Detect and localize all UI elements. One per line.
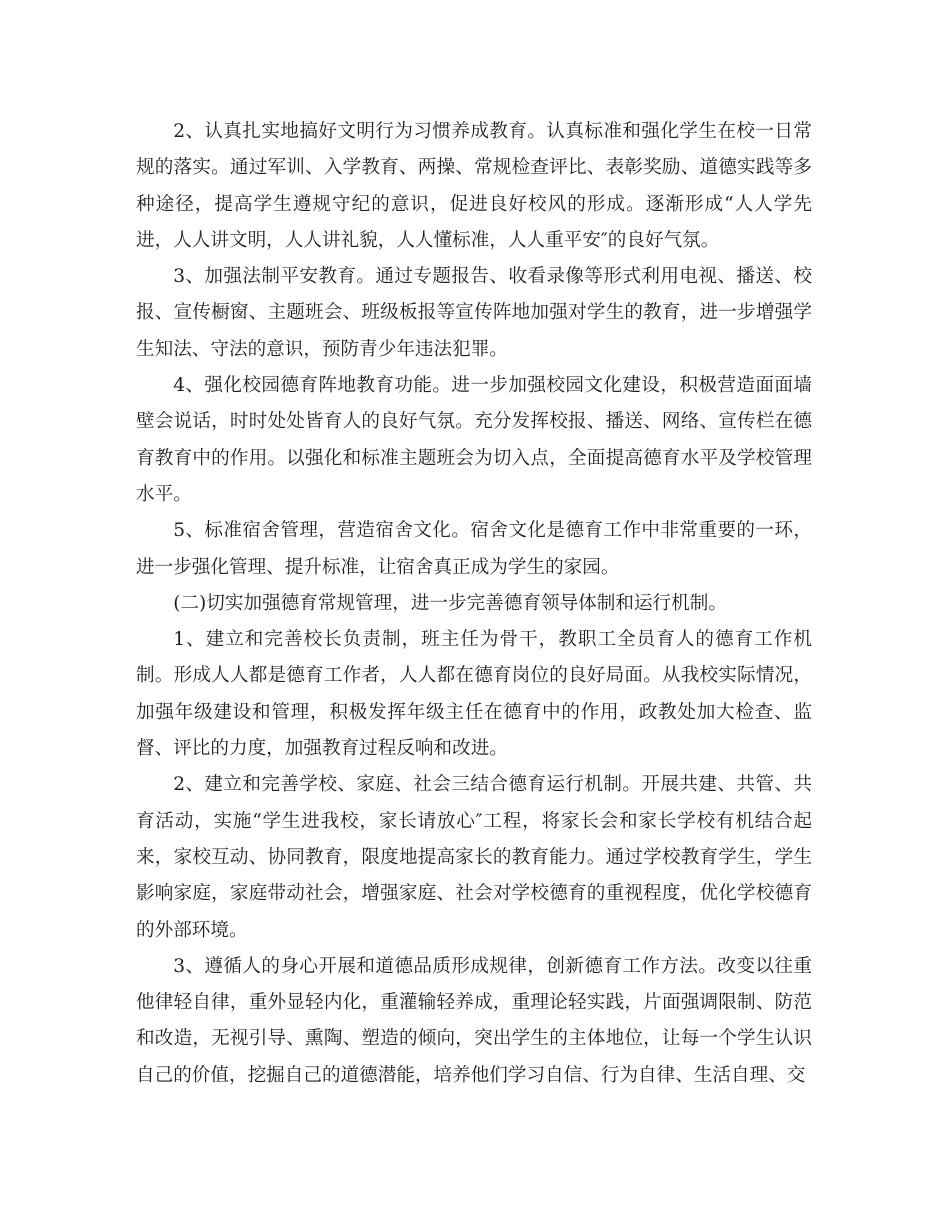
text-line: 报、宣传橱窗、主题班会、班级板报等宣传阵地加强对学生的教育，进一步增强学 [136,302,812,324]
paragraph [136,259,812,368]
text-line: 制。形成人人都是德育工作者，人人都在德育岗位的良好局面。从我校实际情况， [136,665,812,687]
paragraph [136,949,812,1094]
text-line: 督、评比的力度，加强教育过程反响和改进。 [136,738,508,760]
text-line: 2、认真扎实地搞好文明行为习惯养成教育。认真标准和强化学生在校一日常 [173,121,812,142]
text-line: 和改造，无视引导、熏陶、塑造的倾向，突出学生的主体地位，让每一个学生认识 [136,1028,812,1050]
paragraph [136,368,812,513]
text-line: 加强年级建设和管理，积极发挥年级主任在德育中的作用，政教处加大检查、监 [136,701,812,723]
paragraph [136,586,812,622]
text-line: 壁会说话，时时处处皆育人的良好气氛。充分发挥校报、播送、网络、宣传栏在德 [136,411,812,433]
text-line: 4、强化校园德育阵地教育功能。进一步加强校园文化建设，积极营造面面墙 [173,375,812,397]
text-line: 育活动，实施“学生进我校，家长请放心″工程，将家长会和家长学校有机结合起 [136,810,812,832]
text-line: 的外部环境。 [136,919,248,941]
text-line: 3、遵循人的身心开展和道德品质形成规律，创新德育工作方法。改变以往重 [173,955,812,977]
text-line: 生知法、守法的意识，预防青少年违法犯罪。 [136,338,508,360]
paragraph [136,767,812,948]
text-line: 他律轻自律，重外显轻内化，重灌输轻养成，重理论轻实践，片面强调限制、防范 [136,992,812,1014]
text-line: 规的落实。通过军训、入学教育、两操、常规检查评比、表彰奖励、道德实践等多 [136,157,812,179]
text-line: (二)切实加强德育常规管理，进一步完善德育领导体制和运行机制。 [173,592,727,614]
text-line: 水平。 [136,483,192,505]
text-line: 5、标准宿舍管理，营造宿舍文化。宿舍文化是德育工作中非常重要的一环， [173,520,812,542]
text-line: 1、建立和完善校长负责制，班主任为骨干，教职工全员育人的德育工作机 [173,629,812,651]
text-line: 种途径，提高学生遵规守纪的意识，促进良好校风的形成。逐渐形成“人人学先 [136,193,812,215]
paragraph [136,513,812,586]
paragraph [136,114,812,259]
text-line: 进，人人讲文明，人人讲礼貌，人人懂标准，人人重平安″的良好气氛。 [136,229,720,251]
text-line: 来，家校互动、协同教育，限度地提高家长的教育能力。通过学校教育学生，学生 [136,846,812,868]
text-line: 3、加强法制平安教育。通过专题报告、收看录像等形式利用电视、播送、校 [173,266,812,288]
paragraph [136,622,812,767]
text-line: 自己的价值，挖掘自己的道德潜能，培养他们学习自信、行为自律、生活自理、交 [136,1064,806,1086]
text-line: 影响家庭，家庭带动社会，增强家庭、社会对学校德育的重视程度，优化学校德育 [136,883,812,905]
document-text-block [136,114,812,1094]
text-line: 育教育中的作用。以强化和标准主题班会为切入点，全面提高德育水平及学校管理 [136,447,812,469]
text-line: 进一步强化管理、提升标准，让宿舍真正成为学生的家园。 [136,556,620,578]
text-line: 2、建立和完善学校、家庭、社会三结合德育运行机制。开展共建、共管、共 [173,774,812,796]
